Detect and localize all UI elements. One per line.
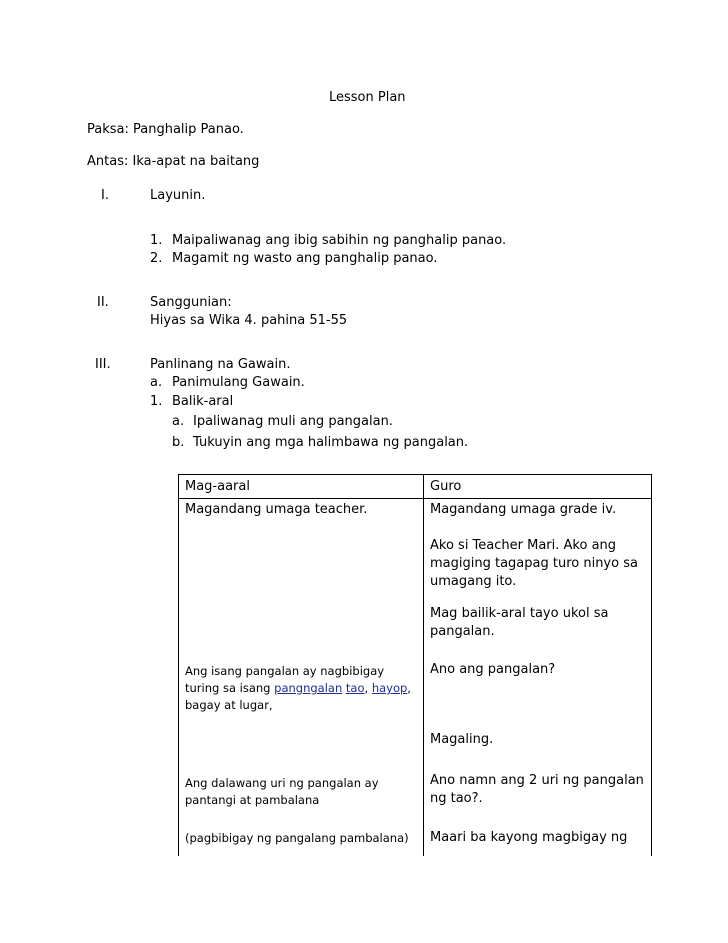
antas-line: Antas: Ika-apat na baitang	[87, 154, 260, 169]
objective-number-2: 2.	[150, 251, 163, 266]
subactivity-letter-a: a.	[172, 414, 185, 429]
paksa-line: Paksa: Panghalip Panao.	[87, 122, 244, 137]
section-number-2: II.	[97, 295, 109, 310]
section-heading-3: Panlinang na Gawain.	[150, 357, 291, 372]
objective-text-2: Magamit ng wasto ang panghalip panao.	[172, 251, 438, 266]
table-row	[179, 829, 652, 856]
student-two-types: Ang dalawang uri ng pangalan ay pantangi at pambalana	[185, 776, 379, 807]
student-give-example: (pagbibigay ng pangalang pambalana)	[185, 831, 409, 845]
table-header-row	[179, 475, 652, 499]
activity-text-1: Balik-aral	[172, 394, 234, 409]
teacher-question-pangalan: Ano ang pangalan?	[430, 662, 556, 677]
section-heading-1: Layunin.	[150, 188, 206, 203]
teacher-question-types: Ano namn ang 2 uri ng pangalan ng tao?.	[430, 773, 644, 806]
header-student: Mag-aaral	[185, 479, 250, 494]
hayop-link[interactable]: hayop	[371, 681, 408, 695]
subactivity-letter-b: b.	[172, 435, 185, 450]
student-definition: Ang isang pangalan ay nagbibigay turing sa isang pangngalan tao, hayop, bagay at lugar,	[185, 664, 411, 712]
student-definition-end: , bagay at lugar,	[185, 681, 411, 712]
table-row	[179, 769, 652, 829]
dialogue-table	[178, 474, 652, 856]
teacher-review-prompt: Mag bailik-aral tayo ukol sa pangalan.	[430, 606, 609, 639]
activity-letter-a: a.	[150, 375, 163, 390]
teacher-introduction: Ako si Teacher Mari. Ako ang magiging tagapag turo ninyo sa umagang ito.	[430, 538, 638, 589]
table-row	[179, 605, 652, 659]
section-number-3: III.	[95, 357, 111, 372]
table-row	[179, 537, 652, 605]
student-greeting: Magandang umaga teacher.	[185, 502, 368, 517]
teacher-greeting: Magandang umaga grade iv.	[430, 502, 617, 517]
header-teacher: Guro	[430, 479, 462, 494]
objective-number-1: 1.	[150, 233, 163, 248]
table-row	[179, 499, 652, 538]
subactivity-text-a: Ipaliwanag muli ang pangalan.	[193, 414, 393, 429]
teacher-ask-example: Maari ba kayong magbigay ng	[430, 830, 628, 845]
pangngalan-link[interactable]: pangngalan	[274, 681, 343, 695]
reference-text: Hiyas sa Wika 4. pahina 51-55	[150, 313, 348, 328]
activity-text-a: Panimulang Gawain.	[172, 375, 305, 390]
section-number-1: I.	[101, 188, 109, 203]
objective-text-1: Maipaliwanag ang ibig sabihin ng panghalip panao.	[172, 233, 507, 248]
activity-number-1: 1.	[150, 394, 163, 409]
section-heading-2: Sanggunian:	[150, 295, 232, 310]
table-row	[179, 659, 652, 731]
student-definition-text: Ang isang pangalan ay nagbibigay turing sa isang	[185, 664, 385, 695]
table-row	[179, 731, 652, 769]
tao-link[interactable]: tao	[345, 681, 365, 695]
subactivity-text-b: Tukuyin ang mga halimbawa ng pangalan.	[193, 435, 469, 450]
teacher-praise: Magaling.	[430, 732, 494, 747]
document-title: Lesson Plan	[329, 90, 406, 105]
